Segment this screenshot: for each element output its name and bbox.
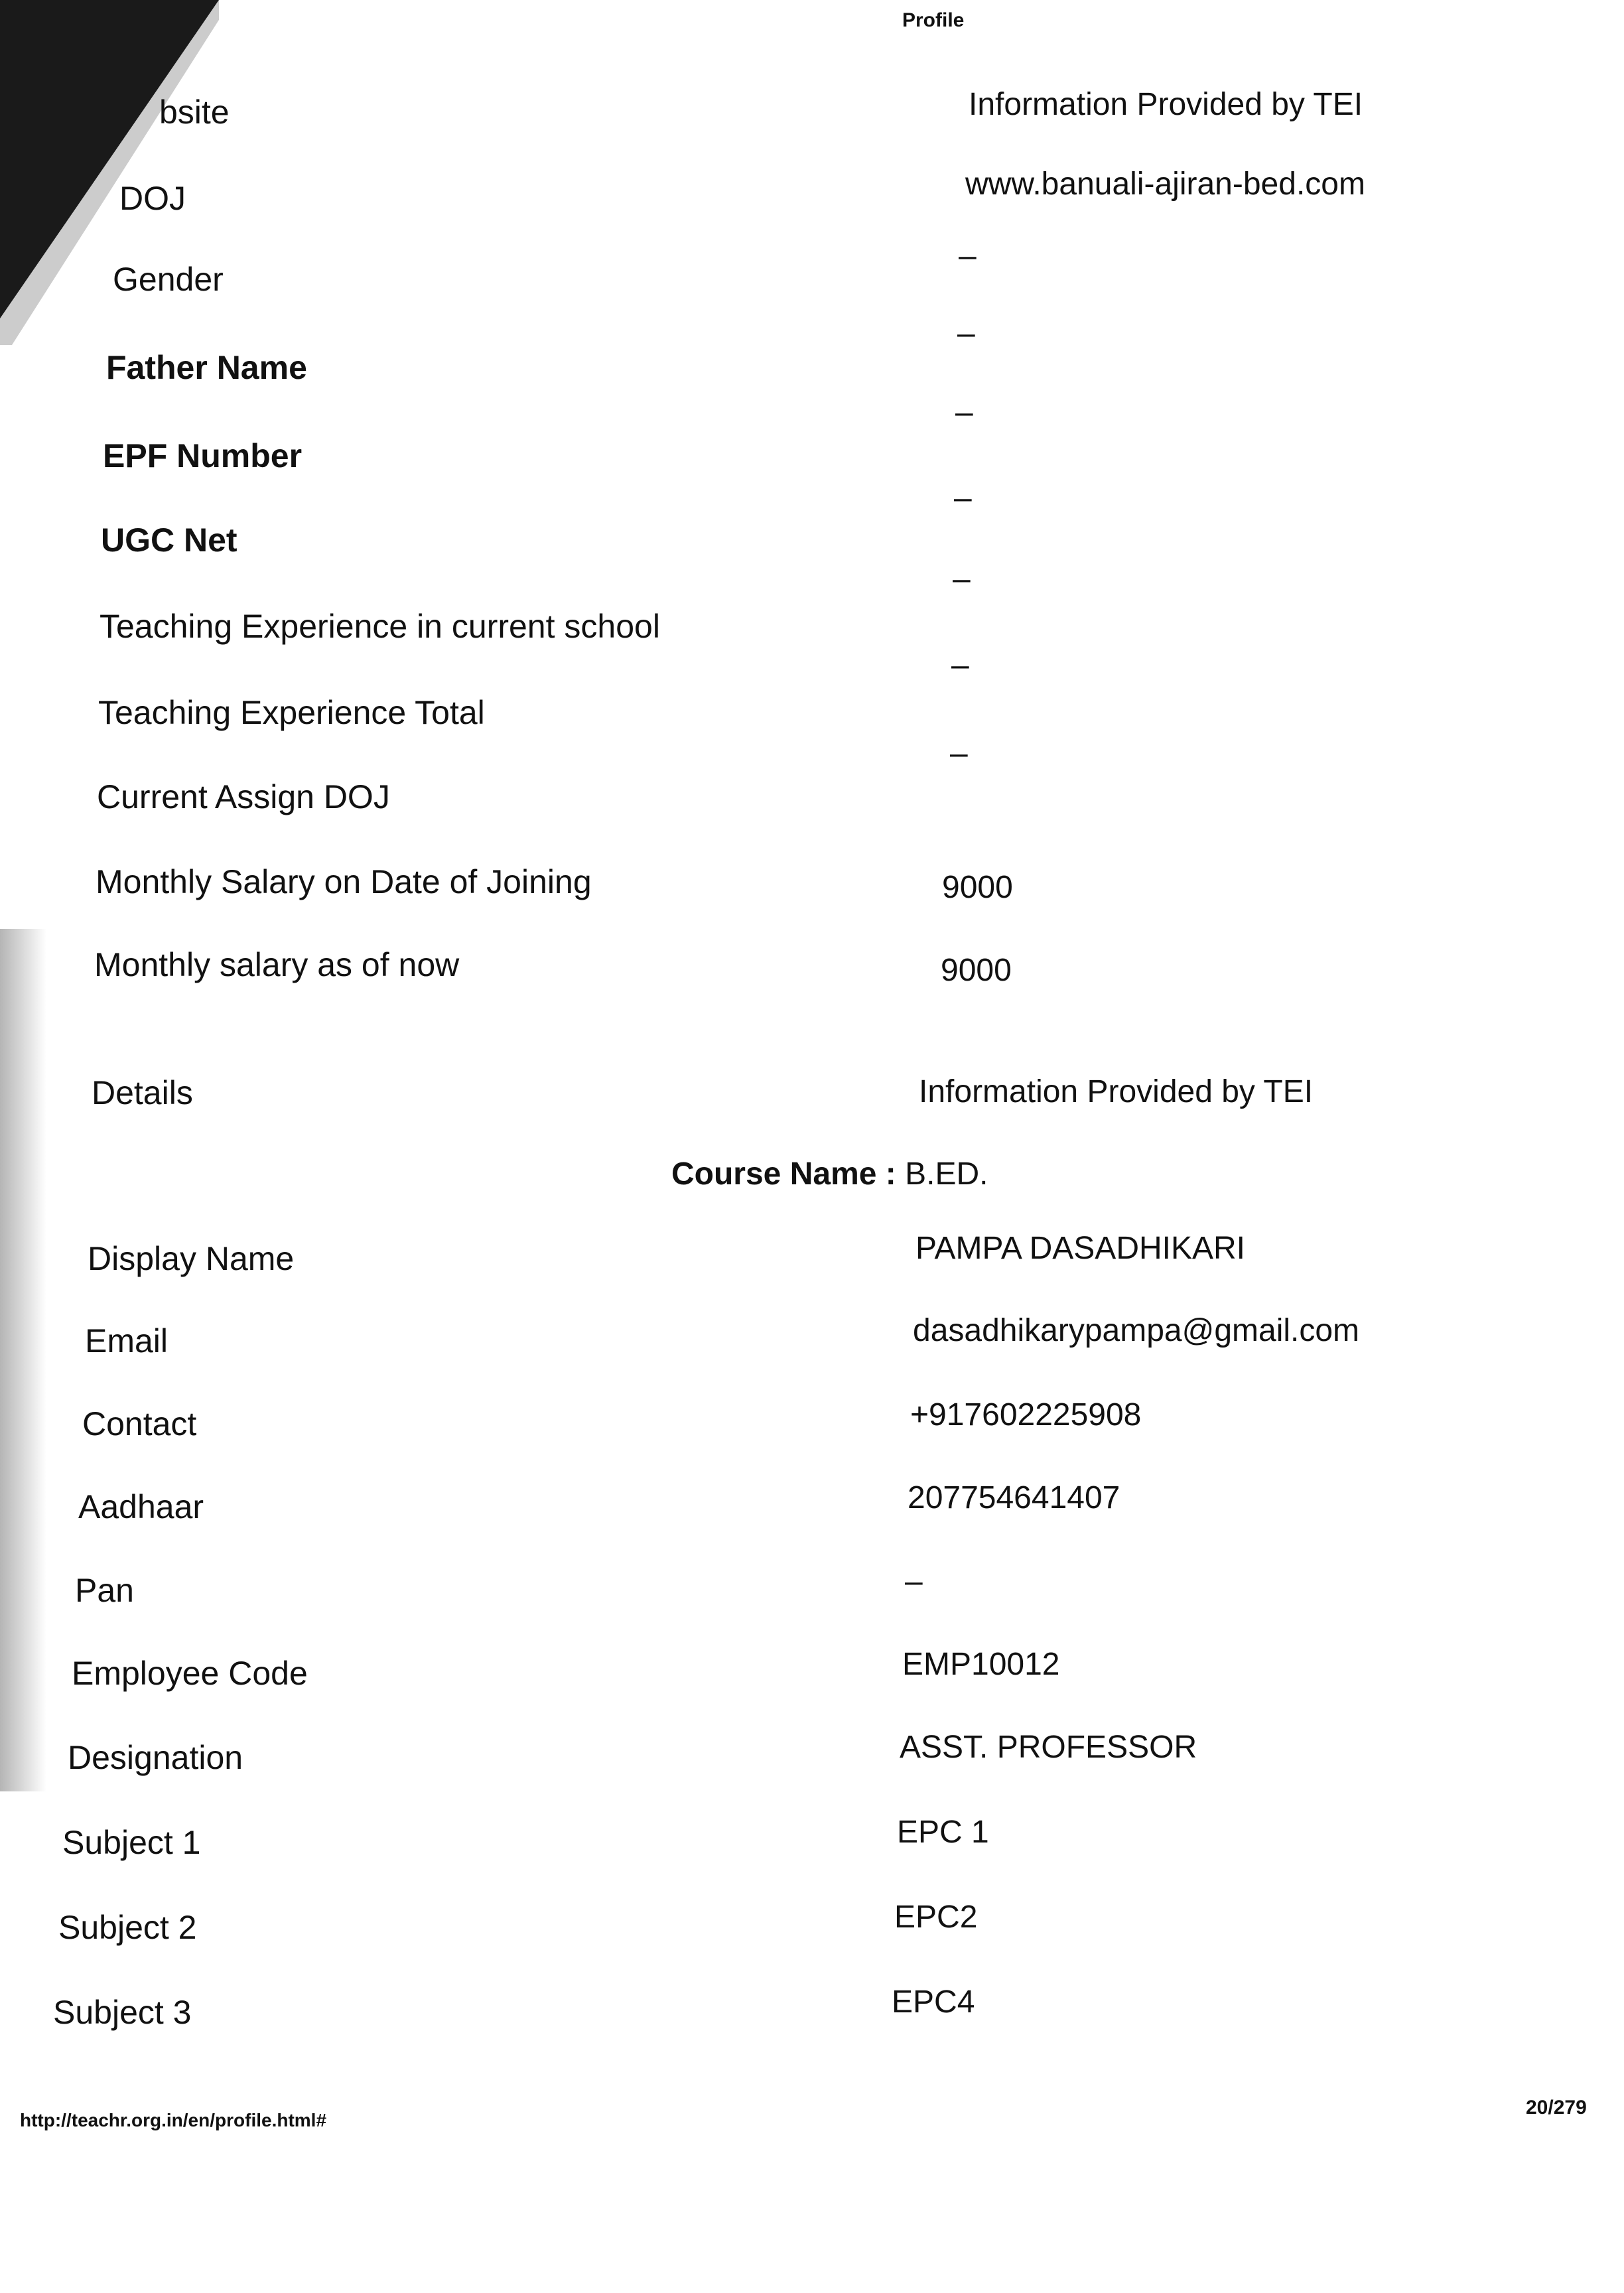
profile-row-ugc-net <box>0 480 1624 581</box>
details-row-aadhaar <box>0 1480 1624 1547</box>
row-label: Father Name <box>106 349 307 386</box>
row-value: – <box>905 1564 923 1599</box>
row-value: – <box>959 238 977 273</box>
profile-row-teaching-exp-current <box>0 561 1624 667</box>
row-label: bsite <box>159 94 230 131</box>
row-label: Subject 2 <box>58 1909 197 1946</box>
details-row-subject-2 <box>0 1900 1624 1968</box>
row-value: PAMPA DASADHIKARI <box>915 1231 1246 1266</box>
row-value: – <box>951 648 969 683</box>
row-label: Monthly Salary on Date of Joining <box>96 863 592 900</box>
details-row-employee-code <box>0 1647 1624 1714</box>
row-value: EPC2 <box>894 1900 978 1935</box>
row-label: Display Name <box>88 1240 295 1277</box>
details-value: Information Provided by TEI <box>919 1074 1314 1109</box>
row-value: – <box>957 316 975 351</box>
row-value: – <box>950 736 968 771</box>
course-name-label: Course Name : <box>671 1156 896 1192</box>
row-label: DOJ <box>119 180 186 217</box>
profile-row-website <box>0 87 1624 153</box>
row-value: – <box>955 395 973 430</box>
row-label: Aadhaar <box>78 1488 204 1525</box>
details-row-contact <box>0 1397 1624 1464</box>
details-row-email <box>0 1313 1624 1381</box>
row-value: dasadhikarypampa@gmail.com <box>913 1313 1360 1348</box>
row-label: Pan <box>75 1572 134 1609</box>
row-value: +917602225908 <box>910 1397 1142 1432</box>
details-row-display-name <box>0 1231 1624 1299</box>
details-row-designation <box>0 1730 1624 1798</box>
profile-row-teaching-exp-total <box>0 648 1624 753</box>
row-value: 207754641407 <box>908 1480 1120 1515</box>
profile-row-gender <box>0 238 1624 320</box>
page-title: Profile <box>902 9 965 31</box>
details-row-pan <box>0 1564 1624 1631</box>
row-label: Subject 3 <box>53 1994 192 2031</box>
row-value: www.banuali-ajiran-bed.com <box>965 167 1365 202</box>
profile-row-salary-now <box>0 945 1624 1005</box>
row-label: Teaching Experience Total <box>98 694 485 731</box>
row-label: Email <box>85 1322 169 1359</box>
course-name <box>671 1156 988 1192</box>
row-value: EPC4 <box>892 1984 975 2020</box>
row-value: 9000 <box>942 870 1013 905</box>
row-value: 9000 <box>941 953 1012 988</box>
footer-url: http://teachr.org.in/en/profile.html# <box>20 2110 327 2130</box>
profile-row-salary-doj <box>0 863 1624 922</box>
profile-row-epf-number <box>0 395 1624 496</box>
details-row-subject-3 <box>0 1984 1624 2053</box>
row-label: Designation <box>68 1739 243 1776</box>
row-label: Teaching Experience in current school <box>100 608 660 645</box>
row-value: ASST. PROFESSOR <box>900 1730 1197 1765</box>
row-label: Subject 1 <box>62 1824 201 1861</box>
row-value: – <box>954 480 972 516</box>
row-label: EPF Number <box>103 437 303 474</box>
row-label: Current Assign DOJ <box>97 778 390 815</box>
row-label: UGC Net <box>101 521 237 559</box>
profile-row-doj <box>0 167 1624 239</box>
row-label: Gender <box>113 261 224 298</box>
details-header-row <box>0 1074 1624 1133</box>
row-value: EPC 1 <box>897 1815 989 1850</box>
row-value: EMP10012 <box>902 1647 1060 1682</box>
details-row-subject-1 <box>0 1815 1624 1883</box>
course-name-value: B.ED. <box>905 1156 988 1192</box>
profile-row-current-assign-doj <box>0 736 1624 837</box>
profile-row-father-name <box>0 316 1624 408</box>
details-label: Details <box>92 1074 193 1111</box>
row-value: – <box>953 561 971 596</box>
footer-page-number: 20/279 <box>1526 2097 1587 2119</box>
row-label: Contact <box>82 1405 197 1442</box>
row-label: Monthly salary as of now <box>94 946 460 983</box>
row-value: Information Provided by TEI <box>969 87 1363 122</box>
row-label: Employee Code <box>72 1655 308 1692</box>
